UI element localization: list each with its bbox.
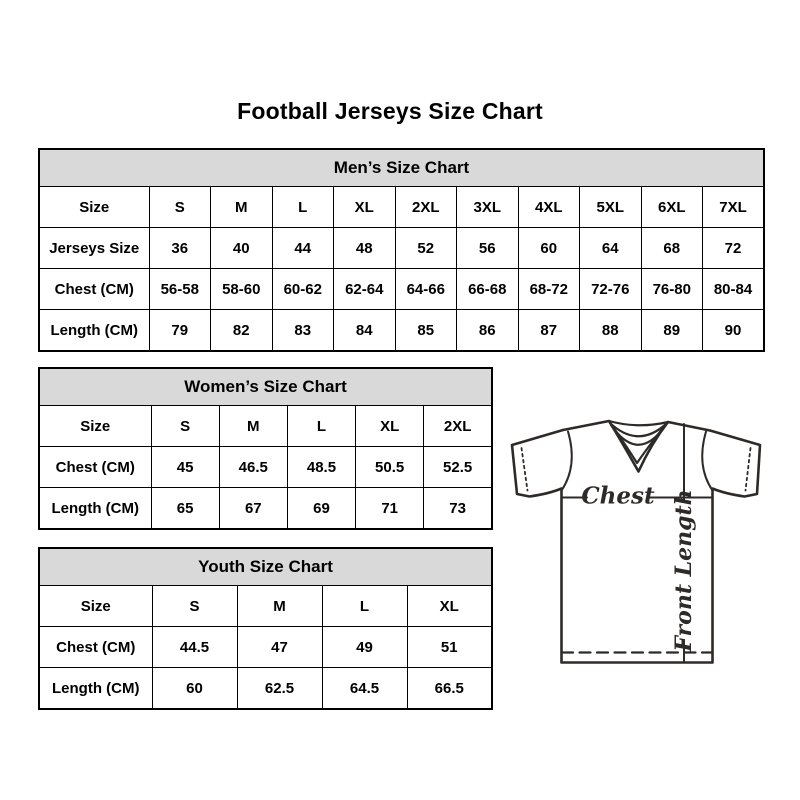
armhole-seam-left	[562, 432, 572, 491]
row-label: Size	[39, 187, 149, 228]
table-cell: 2XL	[424, 406, 492, 447]
page-title: Football Jerseys Size Chart	[237, 98, 543, 124]
table-cell: 83	[272, 310, 334, 352]
youth-size-table	[38, 547, 493, 710]
table-cell: 50.5	[356, 447, 424, 488]
table-row	[39, 269, 764, 310]
front-length-label: Front Length	[671, 489, 697, 652]
table-cell: 79	[149, 310, 211, 352]
table-row	[39, 228, 764, 269]
table-cell: 58-60	[211, 269, 273, 310]
table-cell: 88	[580, 310, 642, 352]
table-cell: 49	[322, 627, 407, 668]
table-cell: S	[151, 406, 219, 447]
table-row	[39, 627, 492, 668]
table-row	[39, 406, 492, 447]
table-cell: 5XL	[580, 187, 642, 228]
table-cell: 60	[518, 228, 580, 269]
table-cell: 82	[211, 310, 273, 352]
row-label: Length (CM)	[39, 488, 151, 530]
section-header-row	[39, 548, 492, 586]
table-cell: 47	[237, 627, 322, 668]
table-cell: 66-68	[457, 269, 519, 310]
table-cell: 76-80	[641, 269, 703, 310]
mens-size-table	[38, 148, 765, 352]
table-cell: 80-84	[703, 269, 765, 310]
table-row	[39, 586, 492, 627]
table-cell: 65	[151, 488, 219, 530]
row-label: Chest (CM)	[39, 627, 152, 668]
table-cell: 46.5	[219, 447, 287, 488]
table-cell: 62.5	[237, 668, 322, 710]
table-cell: 64-66	[395, 269, 457, 310]
section-header: Women’s Size Chart	[39, 368, 492, 406]
table-cell: 64	[580, 228, 642, 269]
table-cell: 48	[334, 228, 396, 269]
table-cell: M	[211, 187, 273, 228]
table-cell: 45	[151, 447, 219, 488]
table-row	[39, 668, 492, 710]
table-cell: L	[272, 187, 334, 228]
row-label: Chest (CM)	[39, 447, 151, 488]
section-header: Men’s Size Chart	[39, 149, 764, 187]
chest-label: Chest	[581, 482, 655, 510]
row-label: Length (CM)	[39, 310, 149, 352]
table-cell: 3XL	[457, 187, 519, 228]
table-cell: 48.5	[287, 447, 355, 488]
table-cell: 40	[211, 228, 273, 269]
womens-size-table	[38, 367, 493, 530]
table-cell: 72	[703, 228, 765, 269]
table-cell: XL	[334, 187, 396, 228]
collar-top-edge	[609, 421, 668, 425]
table-cell: 44	[272, 228, 334, 269]
table-cell: L	[322, 586, 407, 627]
row-label: Size	[39, 406, 151, 447]
table-cell: 2XL	[395, 187, 457, 228]
table-cell: 36	[149, 228, 211, 269]
table-cell: S	[149, 187, 211, 228]
table-cell: 56-58	[149, 269, 211, 310]
table-cell: 68-72	[518, 269, 580, 310]
table-cell: 68	[641, 228, 703, 269]
table-cell: 85	[395, 310, 457, 352]
table-cell: 73	[424, 488, 492, 530]
table-row	[39, 488, 492, 530]
jersey-measurement-diagram	[500, 410, 775, 675]
sleeve-stitch-right	[746, 448, 751, 491]
row-label: Length (CM)	[39, 668, 152, 710]
table-cell: 52.5	[424, 447, 492, 488]
table-cell: 44.5	[152, 627, 237, 668]
sleeve-stitch-left	[522, 448, 528, 491]
table-cell: XL	[356, 406, 424, 447]
section-header-row	[39, 368, 492, 406]
table-cell: 89	[641, 310, 703, 352]
table-cell: 4XL	[518, 187, 580, 228]
table-cell: L	[287, 406, 355, 447]
table-cell: M	[219, 406, 287, 447]
table-cell: S	[152, 586, 237, 627]
table-cell: 60	[152, 668, 237, 710]
table-cell: 72-76	[580, 269, 642, 310]
table-cell: 86	[457, 310, 519, 352]
table-cell: M	[237, 586, 322, 627]
table-cell: 90	[703, 310, 765, 352]
row-label: Size	[39, 586, 152, 627]
table-cell: 6XL	[641, 187, 703, 228]
table-cell: 62-64	[334, 269, 396, 310]
table-cell: 51	[407, 627, 492, 668]
table-cell: 87	[518, 310, 580, 352]
table-cell: 56	[457, 228, 519, 269]
row-label: Jerseys Size	[39, 228, 149, 269]
table-cell: 67	[219, 488, 287, 530]
table-cell: 66.5	[407, 668, 492, 710]
table-cell: 7XL	[703, 187, 765, 228]
table-cell: 84	[334, 310, 396, 352]
section-header: Youth Size Chart	[39, 548, 492, 586]
table-cell: 52	[395, 228, 457, 269]
table-cell: 69	[287, 488, 355, 530]
row-label: Chest (CM)	[39, 269, 149, 310]
section-header-row	[39, 149, 764, 187]
jersey-outline	[512, 421, 760, 663]
table-cell: 64.5	[322, 668, 407, 710]
table-row	[39, 447, 492, 488]
armhole-seam-right	[702, 432, 712, 491]
table-cell: 60-62	[272, 269, 334, 310]
table-cell: XL	[407, 586, 492, 627]
table-row	[39, 310, 764, 352]
table-row	[39, 187, 764, 228]
table-cell: 71	[356, 488, 424, 530]
